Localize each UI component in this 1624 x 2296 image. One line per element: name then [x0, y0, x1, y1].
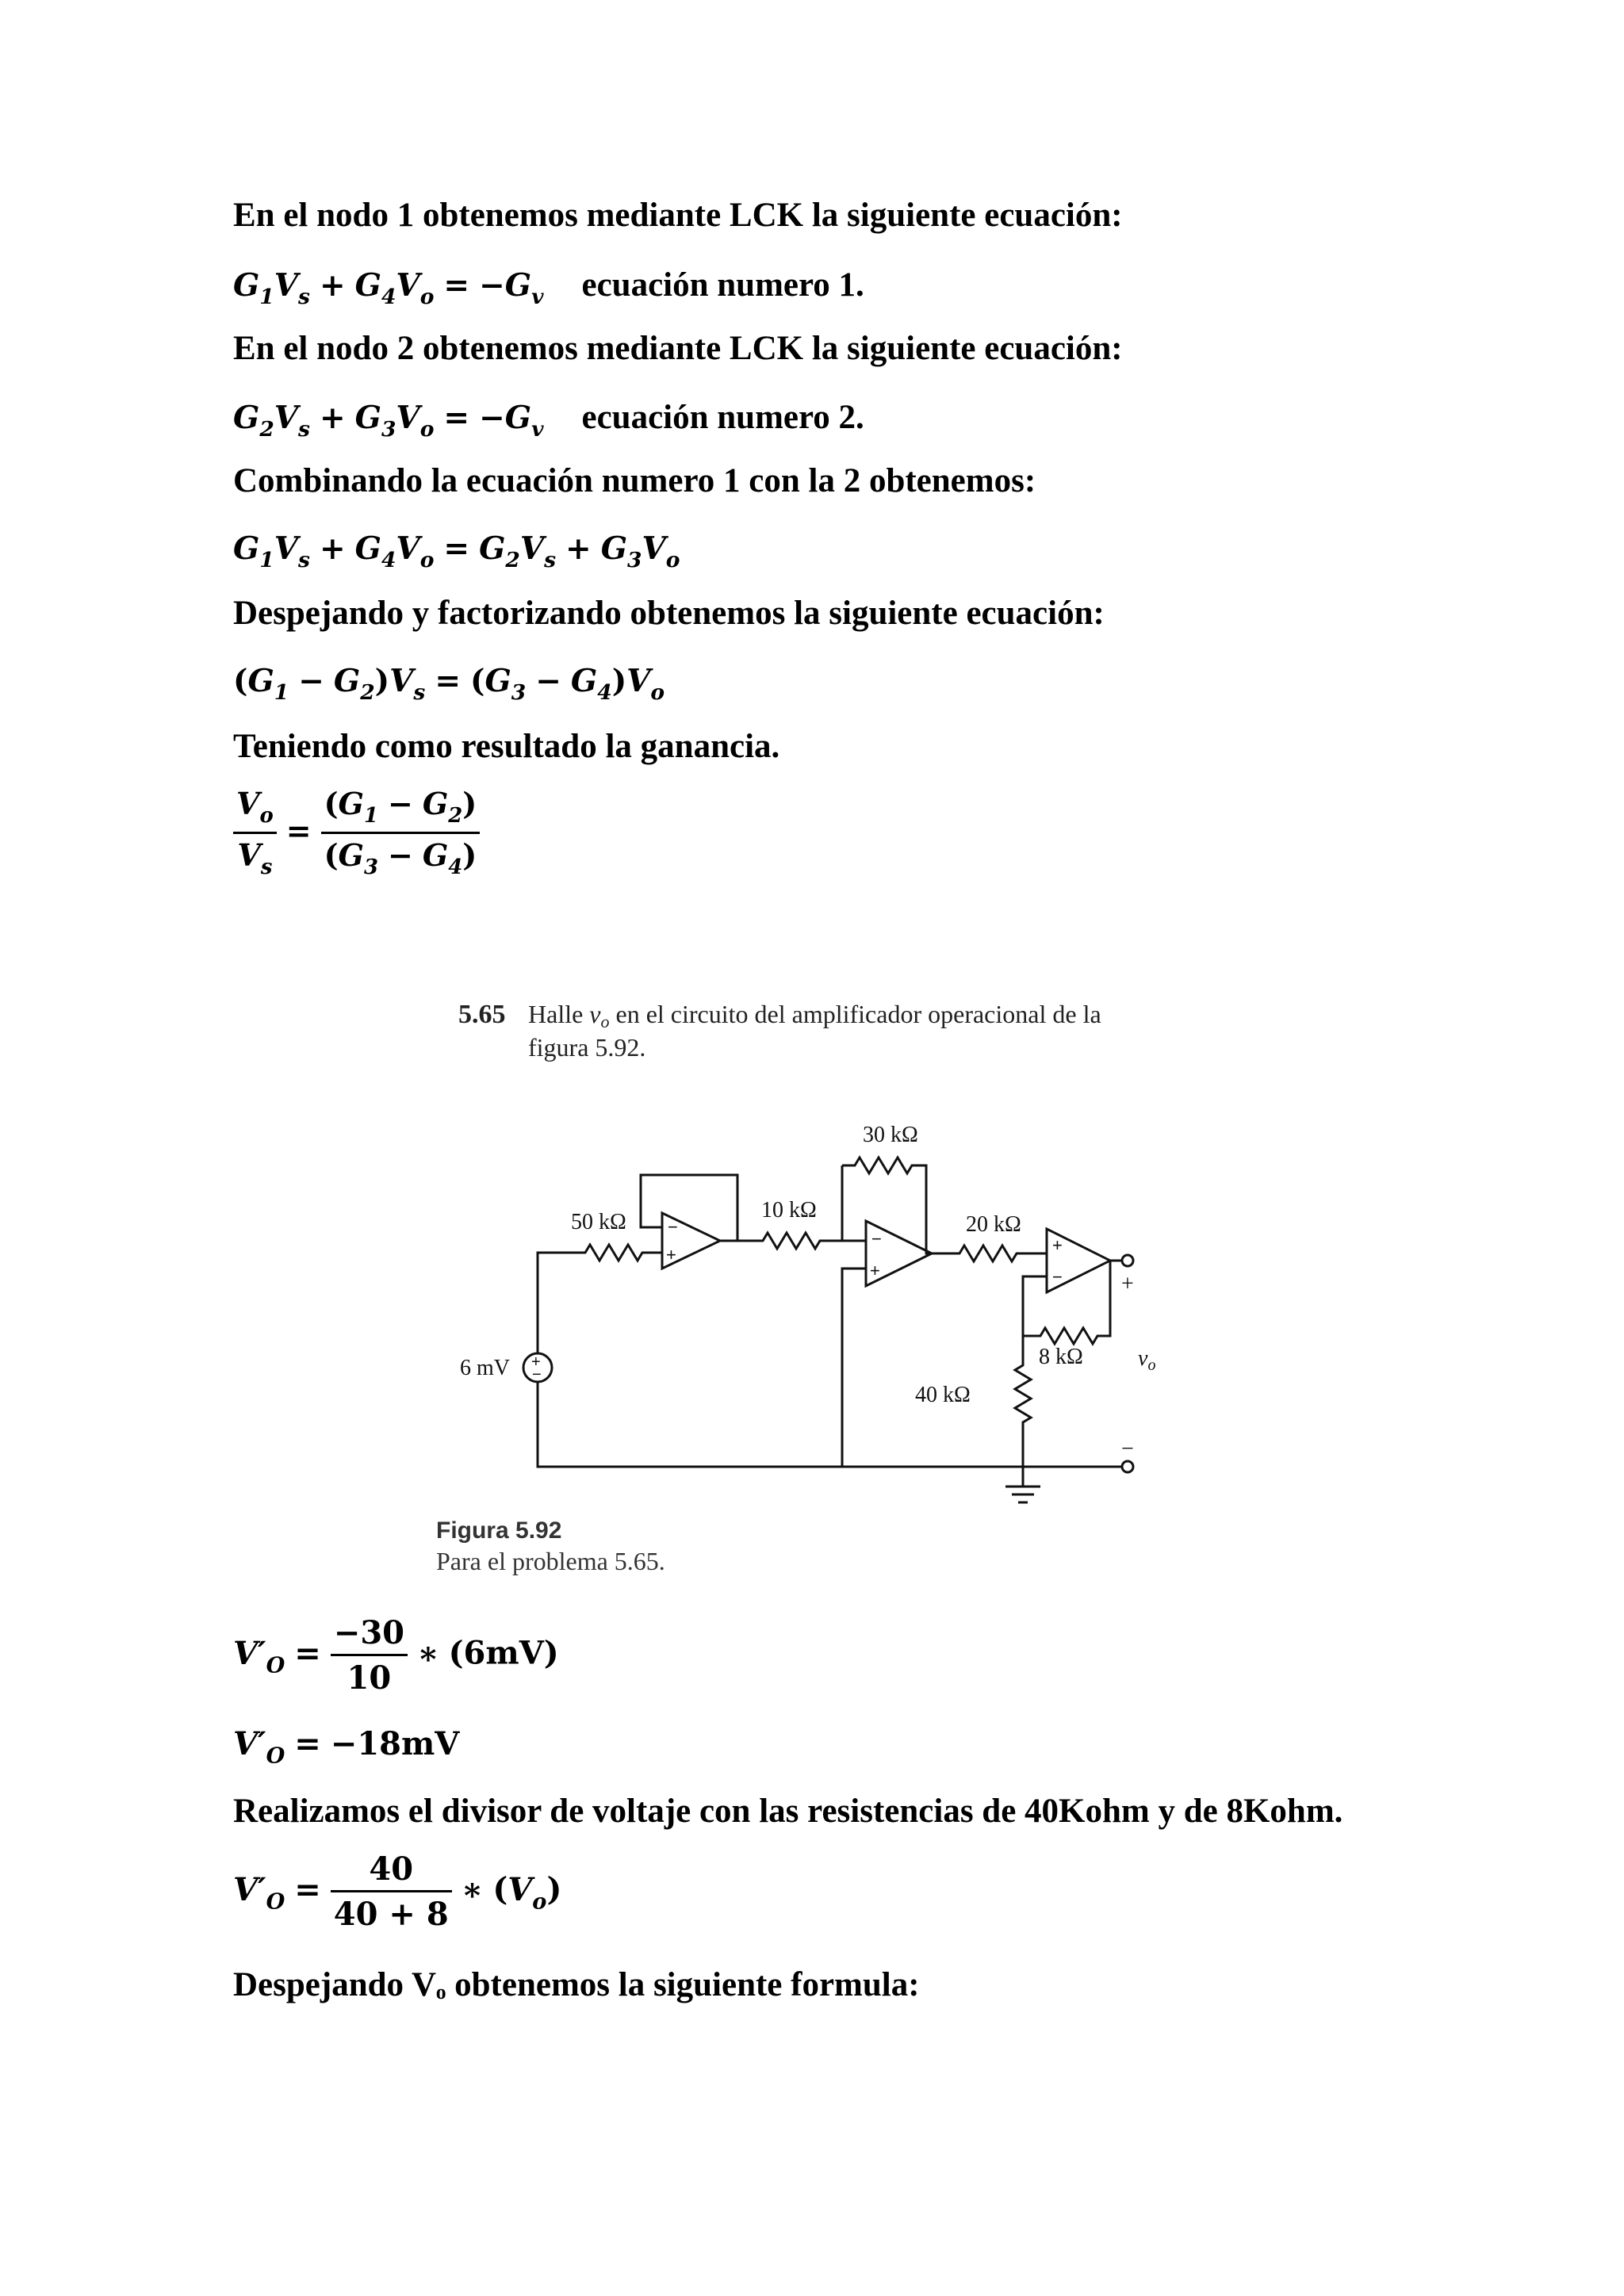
- label-10k: 10 kΩ: [761, 1198, 817, 1223]
- paragraph-factor: Despejando y factorizando obtenemos la siguiente ecuación:: [233, 595, 1105, 632]
- equation-vo-prime-1: $V'_O$ = $\frac{-30}{10}$ ∗ (6mV): [233, 1614, 559, 1697]
- resistor-20k: [932, 1246, 1047, 1261]
- svg-text:+: +: [531, 1353, 541, 1371]
- equation-1-note: ecuación numero 1.: [581, 266, 864, 304]
- resistor-50k: [579, 1245, 658, 1261]
- equation-1: $G_1V_s + G_4V_o = -G_v$ ecuación numero 1.: [233, 266, 864, 310]
- label-output-minus: −: [1121, 1437, 1134, 1461]
- equation-2: $G_2V_s + G_3V_o = -G_v$ ecuación numero 2.: [233, 399, 864, 442]
- caption-text: Para el problema 5.65.: [436, 1547, 665, 1575]
- paragraph-node2: En el nodo 2 obtenemos mediante LCK la siguiente ecuación:: [233, 330, 1123, 367]
- svg-text:−: −: [1052, 1267, 1063, 1287]
- resistor-30k: [842, 1158, 932, 1253]
- wire-follower-feedback: [641, 1175, 737, 1241]
- equation-2-note: ecuación numero 2.: [581, 399, 864, 436]
- equation-factored: $(G_1 - G_2)V_s = (G_3 - G_4)V_o$: [233, 663, 665, 706]
- problem-line-2: figura 5.92.: [528, 1033, 646, 1062]
- svg-text:+: +: [666, 1245, 676, 1265]
- label-output-plus: +: [1121, 1272, 1134, 1296]
- equation-vo-prime-2: $V'_O = -18mV$: [233, 1725, 460, 1769]
- svg-text:−: −: [871, 1229, 882, 1249]
- problem-line-1: Halle vo en el circuito del amplificador operacional de la: [528, 1000, 1101, 1031]
- equation-vo-prime-3: $V'_O$ = $\frac{40}{40 + 8}$ ∗ $(V_o)$: [233, 1850, 562, 1933]
- paragraph-node1: En el nodo 1 obtenemos mediante LCK la siguiente ecuación:: [233, 197, 1123, 234]
- equation-gain: $\frac{V_o}{V_s}$ = $\frac{(G_1 - G_2)}{(G_3 - G_4)}$: [233, 789, 480, 878]
- paragraph-solve-vo: Despejando Vₒ obtenemos la siguiente formula:: [233, 1966, 920, 2003]
- circuit-figure: [420, 991, 1213, 1586]
- label-source: 6 mV: [460, 1356, 510, 1380]
- paragraph-gain: Teniendo como resultado la ganancia.: [233, 728, 780, 765]
- problem-number: 5.65: [458, 1000, 506, 1029]
- svg-text:+: +: [1052, 1235, 1063, 1255]
- svg-text:−: −: [668, 1217, 678, 1237]
- caption-title: Figura 5.92: [436, 1517, 562, 1544]
- label-50k: 50 kΩ: [571, 1210, 626, 1234]
- wire-bottom-ground-rail: [538, 1381, 1122, 1467]
- equation-combined: $G_1V_s + G_4V_o = G_2V_s + G_3V_o$: [233, 530, 680, 573]
- label-8k: 8 kΩ: [1039, 1345, 1083, 1369]
- label-20k: 20 kΩ: [966, 1212, 1021, 1237]
- svg-text:+: +: [870, 1261, 880, 1280]
- label-30k: 30 kΩ: [863, 1123, 918, 1147]
- resistor-40k: [1015, 1336, 1031, 1467]
- circuit-diagram: [420, 991, 1213, 1586]
- wire-opamp3-minus: [1023, 1276, 1047, 1336]
- wire-source-top: [538, 1253, 579, 1354]
- wire-opamp2-minus: [842, 1165, 866, 1241]
- label-vo: $v_o$: [1138, 1346, 1156, 1374]
- paragraph-divider: Realizamos el divisor de voltaje con las resistencias de 40Kohm y de 8Kohm.: [233, 1793, 1343, 1830]
- label-40k: 40 kΩ: [915, 1383, 971, 1407]
- svg-text:−: −: [532, 1366, 542, 1383]
- wire-opamp2-plus: [842, 1269, 866, 1467]
- resistor-8k: [1023, 1261, 1110, 1344]
- paragraph-combine: Combinando la ecuación numero 1 con la 2 obtenemos:: [233, 462, 1036, 499]
